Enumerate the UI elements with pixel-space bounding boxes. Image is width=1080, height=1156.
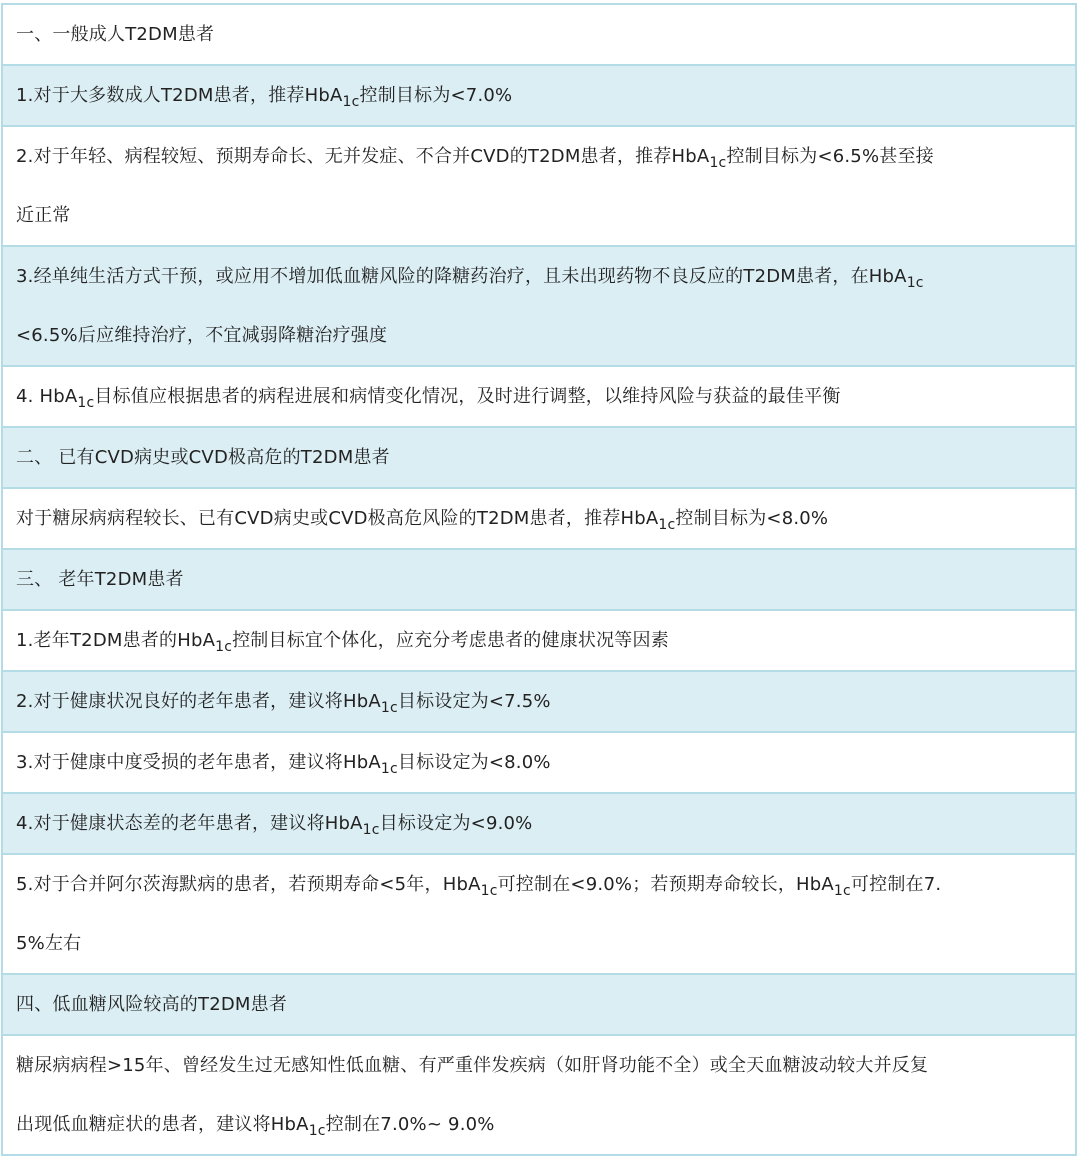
row-text-line: [16, 1036, 1061, 1095]
subscript-text: 1c: [362, 822, 380, 838]
row-text: 三、 老年T2DM患者: [16, 569, 184, 590]
subscript-text: 1c: [906, 275, 924, 291]
subscript-text: 1c: [77, 395, 95, 411]
row-text: 目标设定为<8.0%: [397, 752, 551, 773]
table-row: [3, 672, 1075, 733]
subscript-text: 1c: [342, 94, 360, 110]
row-text: <6.5%后应维持治疗，不宜减弱降糖治疗强度: [16, 325, 388, 346]
hba1c-targets-table: [1, 3, 1077, 1156]
row-text: 控制目标宜个体化，应充分考虑患者的健康状况等因素: [232, 630, 669, 651]
subscript-text: 1c: [380, 761, 398, 777]
table-row: [3, 489, 1075, 550]
row-text: 4.对于健康状态差的老年患者，建议将HbA: [16, 813, 363, 834]
table-row: [3, 550, 1075, 611]
row-text: 控制目标为<7.0%: [359, 85, 513, 106]
row-text: 对于糖尿病病程较长、已有CVD病史或CVD极高危风险的T2DM患者，推荐HbA: [16, 508, 659, 529]
row-text: 4. HbA: [16, 386, 78, 407]
table-row: [3, 127, 1075, 247]
table-row: [3, 1036, 1075, 1156]
subscript-text: 1c: [658, 517, 676, 533]
row-text: 糖尿病病程>15年、曾经发生过无感知性低血糖、有严重伴发疾病（如肝肾功能不全）或全天血糖波动较大并反复: [16, 1055, 929, 1076]
row-text: 1.老年T2DM患者的HbA: [16, 630, 216, 651]
row-text-line: [16, 306, 1061, 365]
subscript-text: 1c: [833, 883, 851, 899]
table-row: [3, 975, 1075, 1036]
table-row: [3, 66, 1075, 127]
row-text-line: [16, 186, 1061, 245]
row-text-line: [16, 914, 1061, 973]
row-text: 可控制在<9.0%；若预期寿命较长，HbA: [497, 874, 834, 895]
row-text-line: [16, 5, 1061, 64]
subscript-text: 1c: [380, 700, 398, 716]
row-text: 5.对于合并阿尔茨海默病的患者，若预期寿命<5年，HbA: [16, 874, 481, 895]
table-row: [3, 794, 1075, 855]
row-text: 3.经单纯生活方式干预，或应用不增加低血糖风险的降糖药治疗，且未出现药物不良反应的T2DM患者，在HbA: [16, 266, 907, 287]
row-text: 控制目标为<6.5%甚至接: [726, 146, 934, 167]
row-text: 控制目标为<8.0%: [675, 508, 829, 529]
row-text: 2.对于健康状况良好的老年患者，建议将HbA: [16, 691, 381, 712]
table-row: [3, 5, 1075, 66]
row-text: 2.对于年轻、病程较短、预期寿命长、无并发症、不合并CVD的T2DM患者，推荐HbA: [16, 146, 710, 167]
row-text: 目标设定为<7.5%: [397, 691, 551, 712]
row-text: 二、 已有CVD病史或CVD极高危的T2DM患者: [16, 447, 390, 468]
table-row: [3, 367, 1075, 428]
subscript-text: 1c: [215, 639, 233, 655]
row-text-line: [16, 367, 1061, 426]
row-text-line: [16, 855, 1061, 914]
row-text: 1.对于大多数成人T2DM患者，推荐HbA: [16, 85, 343, 106]
row-text: 5%左右: [16, 933, 82, 954]
row-text-line: [16, 127, 1061, 186]
row-text-line: [16, 733, 1061, 792]
table-row: [3, 733, 1075, 794]
table-row: [3, 855, 1075, 975]
row-text: 出现低血糖症状的患者，建议将HbA: [16, 1114, 309, 1135]
row-text: 可控制在7.: [850, 874, 942, 895]
subscript-text: 1c: [709, 155, 727, 171]
row-text: 目标设定为<9.0%: [379, 813, 533, 834]
row-text-line: [16, 1095, 1061, 1154]
row-text-line: [16, 550, 1061, 609]
row-text: 目标值应根据患者的病程进展和病情变化情况，及时进行调整，以维持风险与获益的最佳平衡: [94, 386, 841, 407]
row-text-line: [16, 794, 1061, 853]
row-text-line: [16, 611, 1061, 670]
row-text-line: [16, 247, 1061, 306]
subscript-text: 1c: [480, 883, 498, 899]
table-row: [3, 611, 1075, 672]
row-text: 3.对于健康中度受损的老年患者，建议将HbA: [16, 752, 381, 773]
row-text: 四、低血糖风险较高的T2DM患者: [16, 994, 288, 1015]
table-row: [3, 428, 1075, 489]
table-row: [3, 247, 1075, 367]
subscript-text: 1c: [308, 1123, 326, 1139]
row-text: 一、一般成人T2DM患者: [16, 24, 215, 45]
row-text-line: [16, 489, 1061, 548]
row-text: 控制在7.0%~ 9.0%: [325, 1114, 495, 1135]
row-text-line: [16, 428, 1061, 487]
row-text-line: [16, 66, 1061, 125]
row-text: 近正常: [16, 205, 71, 226]
row-text-line: [16, 975, 1061, 1034]
row-text-line: [16, 672, 1061, 731]
